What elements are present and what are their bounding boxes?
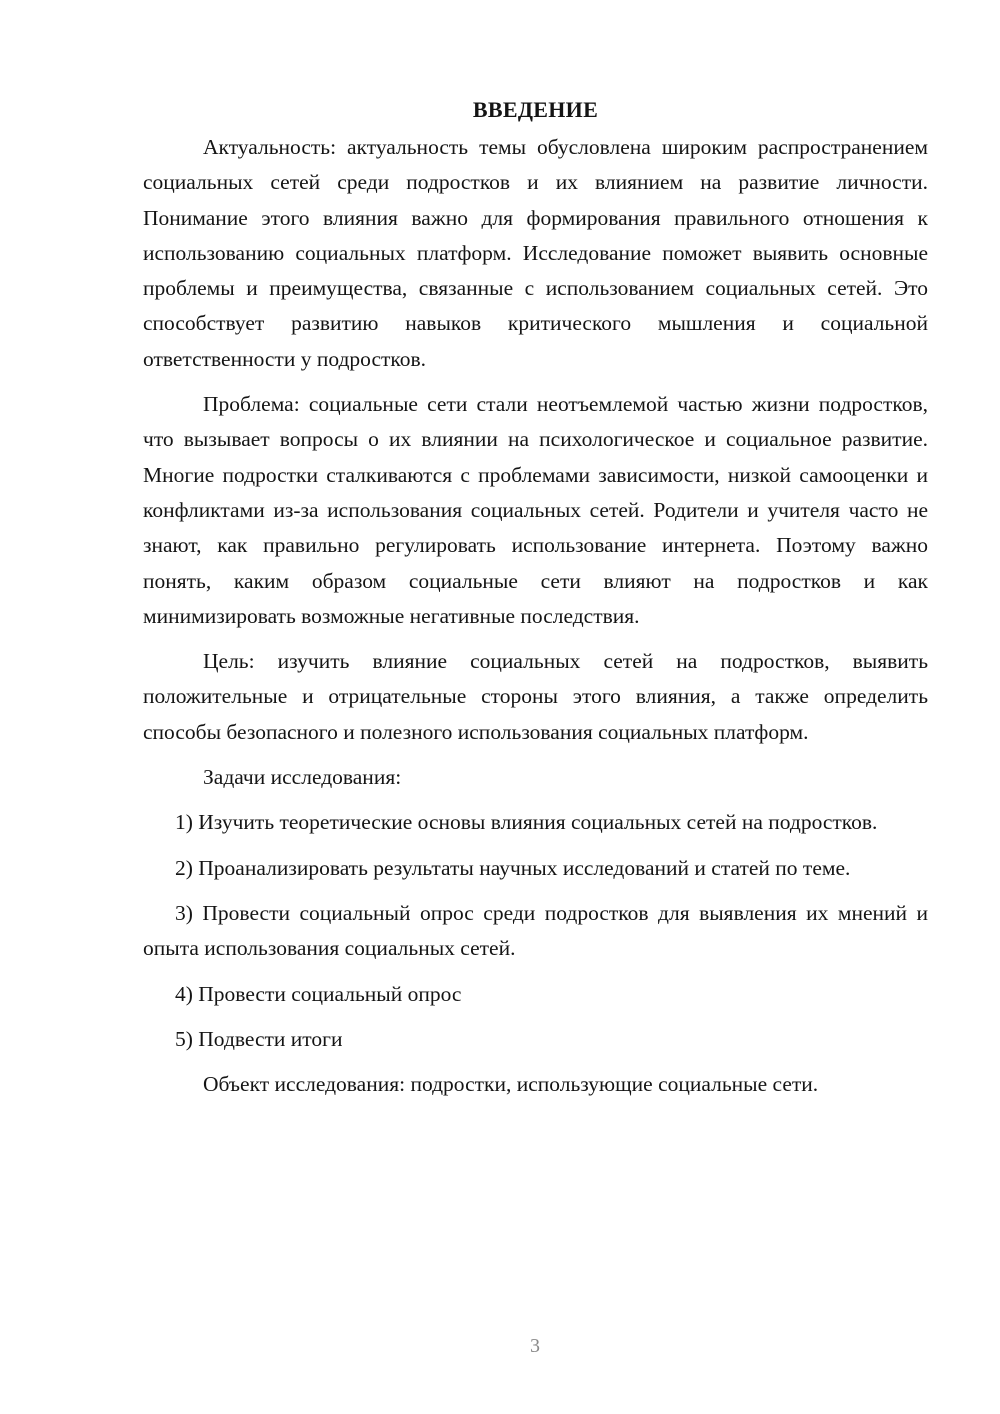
task-item-5: 5) Подвести итоги: [175, 1026, 343, 1051]
paragraph-tasks-heading: Задачи исследования:: [203, 765, 402, 790]
paragraph-problem: Проблема: социальные сети стали неотъемлемой частью жизни подростков, что вызывает вопросы о их влиянии на психологическое и социальное развитие. Многие подростки сталкиваются с проблемами зависимости, низкой самооценки и конфликтами из-за использования социальных сетей. Родители и учителя часто не знают, как правильно регулировать использование интернета. Поэтому важно понять, каким образом социальные сети влияют на подростков и как минимизировать возможные негативные последствия.: [143, 392, 928, 628]
paragraph-object: Объект исследования: подростки, использующие социальные сети.: [203, 1072, 819, 1097]
page-content: [143, 92, 928, 1112]
task-item-4: 4) Провести социальный опрос: [175, 981, 462, 1006]
paragraph-goal: Цель: изучить влияние социальных сетей на подростков, выявить положительные и отрицательные стороны этого влияния, а также определить способы безопасного и полезного использования социальных платформ.: [143, 649, 928, 744]
page-number: 3: [530, 1335, 540, 1357]
task-item-1: 1) Изучить теоретические основы влияния социальных сетей на подростков.: [175, 810, 878, 835]
paragraph-relevance: Актуальность: актуальность темы обусловлена широким распространением социальных сетей среди подростков и их влиянием на развитие личности. Понимание этого влияния важно для формирования правильного отношения к использованию социальных платформ. Исследование поможет выявить основные проблемы и преимущества, связанные с использованием социальных сетей. Это способствует развитию навыков критического мышления и социальной ответственности у подростков.: [143, 135, 928, 371]
section-title: ВВЕДЕНИЕ: [472, 97, 599, 122]
task-item-2: 2) Проанализировать результаты научных исследований и статей по теме.: [175, 855, 851, 880]
task-item-3: 3) Провести социальный опрос среди подростков для выявления их мнений и опыта использования социальных сетей.: [143, 900, 928, 961]
